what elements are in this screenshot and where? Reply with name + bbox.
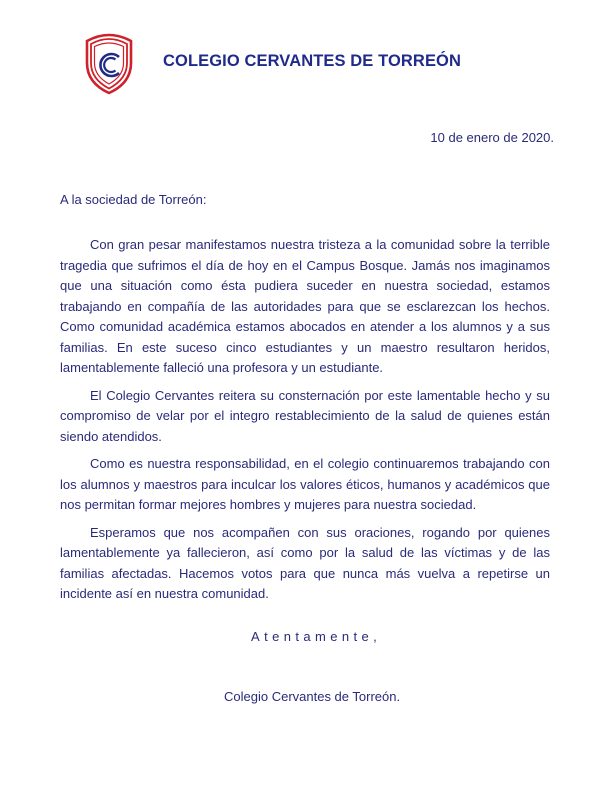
closing: Atentamente,: [251, 629, 382, 644]
paragraph-consternation: El Colegio Cervantes reitera su consternación por este lamentable hecho y su compromiso de velar por el integro restablecimiento de la salud de quienes están siendo atendidos.: [60, 387, 550, 444]
salutation: A la sociedad de Torreón:: [60, 192, 207, 207]
letter-body: [60, 235, 550, 612]
paragraph-responsibility: Como es nuestra responsabilidad, en el colegio continuaremos trabajando con los alumnos y maestros para inculcar los valores éticos, humanos y académicos que nos permitan formar mejores hombres y mujeres para nuestra sociedad.: [60, 456, 550, 512]
sign-off: [0, 628, 607, 706]
school-name-title: COLEGIO CERVANTES DE TORREÓN: [163, 52, 462, 70]
letter-date: 10 de enero de 2020.: [430, 130, 554, 145]
paragraph-tragedy-statement: Con gran pesar manifestamos nuestra tristeza a la comunidad sobre la terrible tragedia que sufrimos el día de hoy en el Campus Bosque. Jamás nos imaginamos que una situación como ésta pudiera suceder en nuestra sociedad, estamos trabajando en compañía de las autoridades para que se esclarezcan los hechos. Como comunidad académica estamos abocados en atender a los alumnos y a sus familias. En este suceso cinco estudiantes y un maestro resultaron heridos, lamentablemente falleció una profesora y un estudiante.: [60, 237, 550, 375]
school-shield-crest-icon: [84, 33, 134, 95]
signature: Colegio Cervantes de Torreón.: [224, 689, 401, 704]
paragraph-prayers: Esperamos que nos acompañen con sus oraciones, rogando por quienes lamentablemente ya fallecieron, así como por la salud de las víctimas y de las familias afectadas. Hacemos votos para que nunca más vuelva a repetirse un incidente así en nuestra comunidad.: [60, 524, 550, 601]
